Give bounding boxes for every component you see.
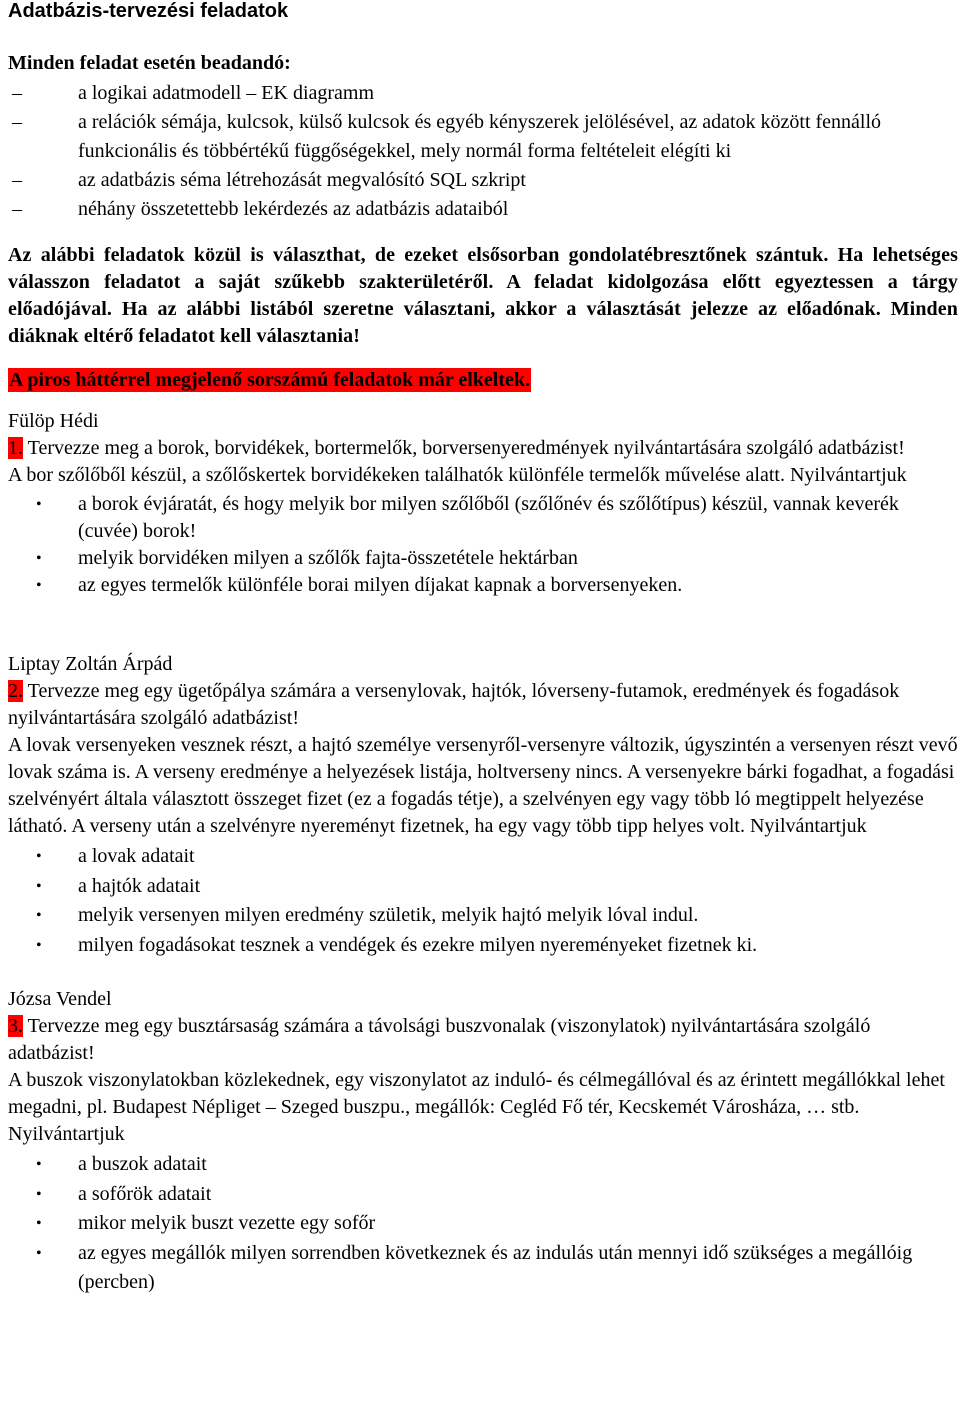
dash-marker: –	[12, 198, 22, 220]
bullet-marker: •	[36, 1244, 42, 1262]
dash-marker: –	[12, 169, 22, 191]
bullet-text: az egyes megállók milyen sorrendben következnek és az indulás után mennyi idő szükséges a megállóig (percben)	[78, 1241, 913, 1293]
task-2	[8, 651, 958, 960]
task-1	[8, 408, 958, 599]
bullet-text: az egyes termelők különféle borai milyen díjakat kapnak a borversenyeken.	[78, 574, 683, 596]
bullet-item	[8, 901, 958, 931]
bullet-item	[8, 1209, 958, 1239]
requirement-item	[8, 79, 958, 108]
bullet-item	[8, 842, 958, 872]
task-bullet-list	[8, 842, 958, 960]
task-title	[8, 678, 958, 732]
task-title-text: Tervezze meg a borok, borvidékek, bortermelők, borversenyeredmények nyilvántartására szolgáló adatbázist!	[27, 437, 905, 459]
bullet-marker: •	[36, 1215, 42, 1232]
requirements-list	[8, 79, 958, 224]
task-description: A bor szőlőből készül, a szőlőskertek borvidékeken találhatók különféle termelők művelése alatt. Nyilvántartjuk	[8, 464, 907, 486]
bullet-marker: •	[36, 936, 42, 954]
bullet-text: melyik versenyen milyen eredmény születik, melyik hajtó melyik lóval indul.	[78, 904, 699, 926]
bullet-text: a hajtók adatait	[78, 874, 201, 897]
bullet-item	[8, 931, 958, 961]
bullet-marker: •	[36, 1185, 42, 1203]
bullet-text: a buszok adatait	[78, 1153, 207, 1175]
task-bullet-list	[8, 1150, 958, 1298]
task-number-taken: 3.	[8, 1015, 23, 1037]
document-title: Adatbázis-tervezési feladatok	[8, 0, 289, 22]
bullet-item	[8, 1239, 958, 1298]
task-3	[8, 986, 958, 1298]
dash-marker: –	[12, 111, 22, 133]
requirement-text: a relációk sémája, kulcsok, külső kulcsok és egyéb kényszerek jelölésével, az adatok között fennálló funkcionális és többértékű függőségekkel, mely normál forma feltételeit elégíti ki	[78, 111, 882, 162]
bullet-marker: •	[36, 907, 42, 924]
bullet-marker: •	[36, 848, 42, 865]
task-title-text: Tervezze meg egy ügetőpálya számára a versenylovak, hajtók, lóverseny-futamok, eredmények és fogadások nyilvántartására szolgáló adatbázist!	[8, 680, 900, 729]
bullet-text: mikor melyik buszt vezette egy sofőr	[78, 1212, 376, 1234]
bullet-item	[8, 1150, 958, 1180]
bullet-marker: •	[36, 1156, 42, 1173]
task-title-text: Tervezze meg egy busztársaság számára a távolsági buszvonalak (viszonylatok) nyilvántartására szolgáló adatbázist!	[8, 1015, 871, 1064]
dash-marker: –	[12, 82, 22, 104]
bullet-marker: •	[36, 877, 42, 895]
requirement-item	[8, 195, 958, 224]
bullet-marker: •	[36, 550, 42, 567]
student-name: Fülöp Hédi	[8, 410, 99, 432]
bullet-item	[8, 1180, 958, 1210]
task-title	[8, 1013, 958, 1067]
task-bullet-list	[8, 491, 958, 599]
bullet-text: milyen fogadásokat tesznek a vendégek és ezekre milyen nyereményeket fizetnek ki.	[78, 933, 758, 956]
requirement-text: a logikai adatmodell – EK diagramm	[78, 82, 375, 104]
bullet-marker: •	[36, 577, 42, 594]
task-description: A lovak versenyeken vesznek részt, a hajtó személye versenyről-versenyre változik, úgyszintén a versenyen részt vevő lovak száma is. A verseny eredménye a helyezések listája, holtverseny nincs. A versenyekre bárki fogadhat, a fogadási szelvényért általa választott összeget fizet (ez a fogadás tétje), a szelvényen egy vagy több ló megtippelt helyezése látható. A verseny után a szelvényre nyereményt fizetnek, ha egy vagy több tipp helyes volt. Nyilvántartjuk	[8, 734, 958, 837]
requirement-item	[8, 166, 958, 195]
student-name: Józsa Vendel	[8, 988, 112, 1010]
bullet-text: a sofőrök adatait	[78, 1182, 212, 1205]
bullet-item	[8, 572, 958, 599]
selection-notice: Az alábbi feladatok közül is választhat, de ezeket elsősorban gondolatébresztőnek szántuk. Ha lehetséges válasszon feladatot a saját szűkebb szakterületéről. A feladat kidolgozása előtt egyeztessen a tárgy előadójával. Ha az alábbi listából szeretne választani, akkor a választását jelezze az előadónak. Minden diáknak eltérő feladatot kell választania!	[8, 244, 958, 347]
requirements-heading: Minden feladat esetén beadandó:	[8, 52, 291, 74]
taken-tasks-note: A piros háttérrel megjelenő sorszámú feladatok már elkeltek.	[9, 369, 531, 391]
task-description: A buszok viszonylatokban közlekednek, egy viszonylatot az induló- és célmegállóval és az érintett megállókkal lehet megadni, pl. Budapest Népliget – Szeged buszpu., megállók: Cegléd Fő tér, Kecskemét Városháza, … stb. Nyilvántartjuk	[8, 1069, 945, 1145]
task-number-taken: 2.	[8, 680, 23, 702]
bullet-item	[8, 545, 958, 572]
bullet-item	[8, 872, 958, 902]
requirement-text: néhány összetettebb lekérdezés az adatbázis adataiból	[78, 198, 509, 220]
requirement-item	[8, 108, 958, 166]
student-name: Liptay Zoltán Árpád	[8, 653, 173, 675]
requirement-text: az adatbázis séma létrehozását megvalósító SQL szkript	[78, 169, 526, 191]
bullet-text: a lovak adatait	[78, 845, 195, 867]
bullet-text: a borok évjáratát, és hogy melyik bor milyen szőlőből (szőlőnév és szőlőtípus) készül, vannak keverék (cuvée) borok!	[78, 493, 899, 542]
task-title	[8, 435, 958, 462]
bullet-item	[8, 491, 958, 545]
task-number-taken: 1.	[8, 437, 23, 459]
document-page	[8, 0, 958, 1298]
bullet-marker: •	[36, 496, 42, 513]
bullet-text: melyik borvidéken milyen a szőlők fajta-összetétele hektárban	[78, 547, 578, 569]
